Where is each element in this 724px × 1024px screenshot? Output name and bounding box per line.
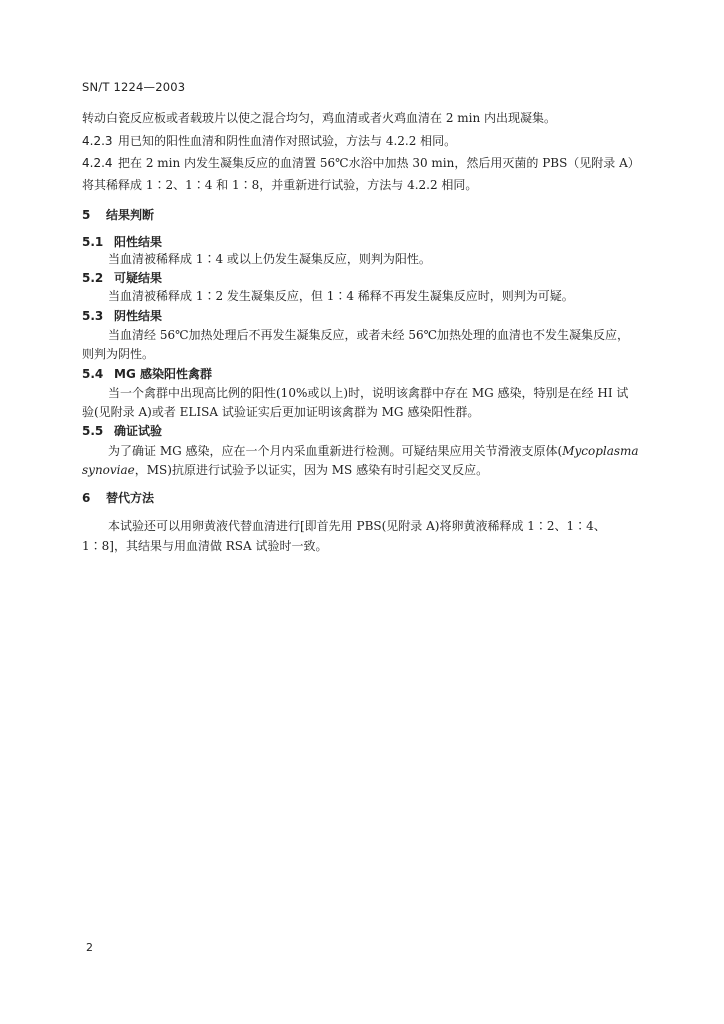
species-name: Mycoplasma: [562, 444, 639, 458]
paragraph-line: 则判为阴性。: [82, 347, 155, 361]
paragraph-line: 当血清经 56℃加热处理后不再发生凝集反应，或者未经 56℃加热处理的血清也不发生凝集反应，: [108, 328, 630, 342]
subsection-title: MG 感染阳性禽群: [114, 367, 212, 381]
subsection-number: 5.5: [82, 424, 104, 438]
text-run: 为了确证 MG 感染，应在一个月内采血重新进行检测。可疑结果应用关节滑液支原体(: [108, 444, 563, 458]
subsection-title: 确证试验: [114, 424, 163, 438]
paragraph-line: 本试验还可以用卵黄液代替血清进行[即首先用 PBS(见附录 A)将卵黄液稀释成 1∶2、1∶4、: [108, 519, 606, 533]
paragraph-line: 1∶8]，其结果与用血清做 RSA 试验时一致。: [82, 539, 328, 553]
paragraph-line: 转动白瓷反应板或者载玻片以使之混合均匀，鸡血清或者火鸡血清在 2 min 内出现凝集。: [82, 111, 557, 125]
subsection-title: 阳性结果: [114, 235, 163, 249]
subsection-title: 可疑结果: [114, 271, 163, 285]
clause-number: 4.2.3: [82, 134, 113, 148]
page-number: 2: [86, 941, 93, 954]
subsection-title: 阴性结果: [114, 309, 163, 323]
subsection-number: 5.3: [82, 309, 104, 323]
clause-text: 把在 2 min 内发生凝集反应的血清置 56℃水浴中加热 30 min，然后用灭菌的 PBS（见附录 A）: [118, 156, 640, 170]
paragraph-line: 当血清被稀释成 1∶4 或以上仍发生凝集反应，则判为阳性。: [108, 252, 431, 266]
species-name: synoviae: [82, 463, 135, 477]
paragraph-line: 当血清被稀释成 1∶2 发生凝集反应，但 1∶4 稀释不再发生凝集反应时，则判为可疑。: [108, 289, 574, 303]
section-title: 替代方法: [106, 491, 155, 505]
subsection-5-3-heading: [82, 308, 162, 324]
clause-number: 4.2.4: [82, 156, 113, 170]
paragraph-line: 当一个禽群中出现高比例的阳性(10%或以上)时，说明该禽群中存在 MG 感染，特别是在经 HI 试: [108, 386, 629, 400]
clause-text: 用已知的阳性血清和阴性血清作对照试验，方法与 4.2.2 相同。: [118, 134, 457, 148]
clause-4-2-3: [82, 133, 456, 149]
standard-code-header: SN/T 1224—2003: [82, 80, 186, 94]
subsection-5-1-heading: [82, 234, 162, 250]
paragraph-line: 验(见附录 A)或者 ELISA 试验证实后更加证明该禽群为 MG 感染阳性群。: [82, 405, 480, 419]
section-5-heading: [82, 207, 154, 223]
subsection-5-5-heading: [82, 423, 162, 439]
subsection-number: 5.2: [82, 271, 104, 285]
section-number: 6: [82, 491, 91, 505]
subsection-5-2-heading: [82, 270, 162, 286]
section-number: 5: [82, 208, 91, 222]
subsection-5-4-heading: [82, 366, 212, 382]
paragraph-line: [108, 443, 639, 459]
section-title: 结果判断: [106, 208, 155, 222]
subsection-number: 5.1: [82, 235, 104, 249]
text-run: ，MS)抗原进行试验予以证实，因为 MS 感染有时引起交叉反应。: [134, 463, 489, 477]
clause-4-2-4: [82, 155, 640, 171]
paragraph-line: 将其稀释成 1∶2、1∶4 和 1∶8，并重新进行试验，方法与 4.2.2 相同。: [82, 178, 478, 192]
section-6-heading: [82, 490, 154, 506]
subsection-number: 5.4: [82, 367, 104, 381]
paragraph-line: [82, 462, 488, 478]
